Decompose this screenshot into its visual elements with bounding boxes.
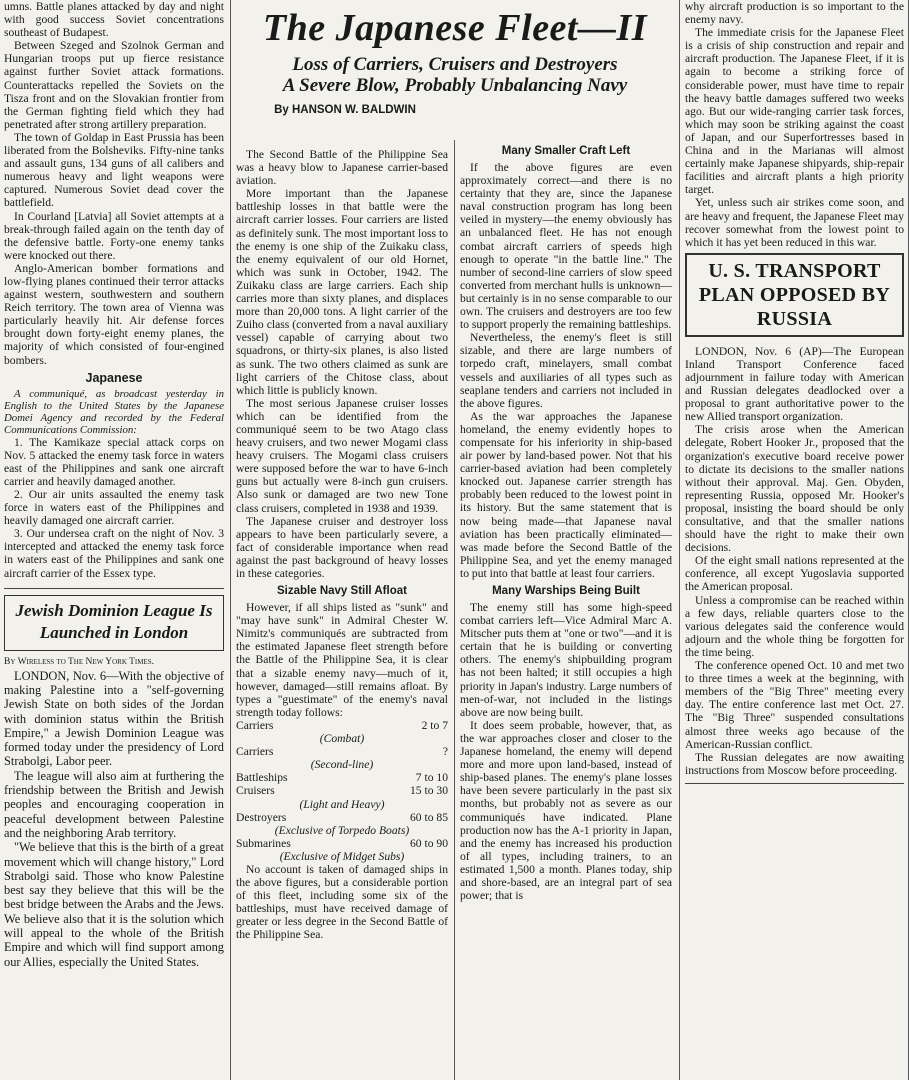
fleet-column-a: [236, 148, 448, 942]
paragraph: The immediate crisis for the Japanese Fleet is a crisis of ship construction and repair and aircraft production. The Japanese Fleet, if it is again to become a striking force of considerable power, must have time to repair the heavy battle damages suffered two weeks ago. But our wide-ranging carrier task forces, which may soon be striking against the coast of Japan, and our Superfortresses based in China and in the Marianas will almost certainly make Japanese shipyards, ship-repair facilities and aircraft plants a high priority target.: [685, 26, 904, 197]
table-label: Carriers: [236, 718, 274, 732]
japanese-item: 1. The Kamikaze special attack corps on Nov. 5 attacked the enemy task force in waters east of the Philippines and sank one aircraft carrier and heavily damaged another.: [4, 435, 224, 488]
japanese-item: 3. Our undersea craft on the night of Nov. 3 intercepted and attacked the enemy task force in waters east of the Philippines and sank one aircraft carrier of the Essex type.: [4, 527, 224, 580]
paragraph: umns. Battle planes attacked by day and night with good success Soviet concentrations southeast of Budapest.: [4, 0, 224, 40]
column-4: [685, 0, 904, 1080]
fleet-strength-table: [236, 719, 448, 863]
paragraph: Of the eight small nations represented at the conference, all except Yugoslavia supported the American proposal.: [685, 554, 904, 594]
paragraph: Between Szeged and Szolnok German and Hungarian troops put up fierce resistance against further Soviet attack formations. Counterattacks repelled the Soviets on the Tisza front and on the Slovakian frontier from the German fighting field which they had penetrated after strong artillery preparation.: [4, 39, 224, 131]
fleet-column-b: [460, 140, 672, 902]
table-row: [236, 798, 448, 811]
paragraph: Anglo-American bomber formations and low-flying planes continued their terror attacks against western, southwestern and southern Reich territory. The town area of Vienna was particularly heavily hit. Air defense forces brought down forty-eight enemy planes, the majority of which consisted of four-engined bombers.: [4, 261, 224, 367]
column-rule-2: [679, 0, 680, 1080]
table-value: ?: [442, 745, 448, 759]
table-value: 7 to 10: [415, 771, 448, 785]
table-value: 60 to 85: [409, 810, 448, 824]
smaller-craft-subhead: Many Smaller Craft Left: [501, 145, 631, 157]
table-value: 60 to 90: [409, 836, 448, 850]
paragraph: More important than the Japanese battleship losses in that battle were the aircraft carrier losses. Four carriers are listed as definitely sunk. The most important loss to the enemy is one ship of the Zuikaku class, the enemy equivalent of our old Hornet, which was sunk in October, 1942. The Zuikaku class are large carriers. Each ship carries more than sixty planes, and displaces more than 20,000 tons. A light carrier of the Zuiho class (converted from a naval auxiliary vessel) capable of carrying about two squadrons, or thirty-six planes, is also listed as sunk. The two others claimed as sunk are light carriers of the Chitose class, about which little is publicly known.: [236, 187, 448, 397]
paragraph: The league will also aim at furthering the friendship between the British and Jewish peoples and encouraging cooperation in peaceful development between Palestine and the neighboring Arab territory.: [4, 768, 224, 840]
table-row: [236, 824, 448, 837]
paragraph: In Courland [Latvia] all Soviet attempts at a break-through failed again on the tenth day of the defensive battle. Forty-one enemy tanks were knocked out there.: [4, 209, 224, 262]
table-row: [236, 771, 448, 784]
table-row: [236, 758, 448, 771]
paragraph: The most serious Japanese cruiser losses which can be identified from the communiqué seem to be two Atago class heavy cruisers, and two newer Mogami class heavy cruisers. The Mogami class cruisers were supposed before the war to have 6-inch guns but actually were 8-inch gun cruisers. Also sunk or damaged are two new Tone class cruisers, completed in 1938 and 1939.: [236, 396, 448, 515]
table-label: Submarines: [236, 836, 291, 850]
paragraph: However, if all ships listed as "sunk" and "may have sunk" in Admiral Chester W. Nimitz's communiqués are subtracted from the estimated Japanese fleet strength before the Battle of the Philippine Sea, it is clear that a sizable enemy navy—much of it, however, damaged—still remains afloat. By types a "guestimate" of the enemy's naval strength today follows:: [236, 601, 448, 719]
paragraph: As the war approaches the Japanese homeland, the enemy evidently hopes to compensate for his inferiority in ship-based air power by land-based power. Not that his carrier-based aviation had been completely knocked out. Japanese carrier strength has probably been reduced to the lowest point in its history. But the same statement that is now being made—that Japanese naval aviation has been practically eliminated—was made before the Second Battle of the Philippine Sea, and yet the enemy managed to put into that battle at least four carriers.: [460, 409, 672, 580]
warships-subhead: Many Warships Being Built: [492, 585, 640, 597]
table-value: 15 to 30: [409, 784, 448, 798]
jewish-league-byline: By Wireless to The New York Times.: [4, 656, 154, 667]
fleet-inner-rule: [454, 140, 455, 1080]
table-row: [236, 850, 448, 863]
table-note: (Exclusive of Torpedo Boats): [274, 823, 410, 837]
paragraph: "We believe that this is the birth of a great movement which will change history," Lord Strabolgi said. Those who know Palestine best say they believe that this will be the best bridge between the Arabs and the Jews. We believe also that it is the solution which will appeal to the whole of the British Empire and which will find support among our Allies, especially the United States.: [4, 840, 224, 969]
table-row: [236, 732, 448, 745]
paragraph: The enemy still has some high-speed combat carriers left—Vice Admiral Marc A. Mitscher puts them at "one or two"—and it is certain that he is building or converting others. The enemy's shipbuilding program has not been halted; it still occupies a high priority in Japan's industry. Large numbers of men-of-war, not included in the listings above are now being built.: [460, 601, 672, 719]
divider: [4, 588, 224, 589]
fleet-byline: By HANSON W. BALDWIN: [274, 104, 416, 116]
paragraph: LONDON, Nov. 6 (AP)—The European Inland Transport Conference faced adjournment in failure today with American and Russian delegates deadlocked over a proposal to grant authoritative power to the new Allied transport organization.: [685, 344, 904, 424]
japanese-section-head: Japanese: [85, 370, 143, 385]
divider: [685, 783, 904, 784]
paragraph: It does seem probable, however, that, as the war approaches closer and closer to the Japanese homeland, the enemy will depend more and more upon land-based, instead of ship-based planes. The enemy's plane losses have been severe particularly in the past six months, but probably not as severe as our communiqués have indicated. Plane production now has the A-1 priority in Japan, and the enemy has increased his production of all types, including trainers, to an estimated 1,500 a month. Planes today, ship and shore-based, are an integral part of sea power; that is: [460, 718, 672, 903]
paragraph: why aircraft production is so important to the enemy navy.: [685, 0, 904, 27]
paragraph: The Russian delegates are now awaiting instructions from Moscow before proceeding.: [685, 750, 904, 777]
table-label: Cruisers: [236, 784, 275, 798]
paragraph: If the above figures are even approximately correct—and there is no certainty that they are, since the Japanese naval construction program has long been veiled in mystery—the enemy obviously has an unbalanced fleet. He has not enough combat aircraft carriers of speeds high enough to operate "in the battle line." The number of second-line carriers of slow speed converted from merchant hulls is unknown—but certainly is in no sense comparable to our own. The cruisers and destroyers are too few to support properly the remaining battleships.: [460, 161, 672, 332]
column-1: [4, 0, 224, 1080]
table-row: [236, 784, 448, 797]
paragraph: Unless a compromise can be reached within a few days, reliable quarters close to the various delegates said the conference would adjourn and the whole thing be forgotten for the time being.: [685, 593, 904, 659]
japanese-intro: A communiqué, as broadcast yesterday in English to the United States by the Japanese Domei Agency and recorded by the Federal Communications Commission:: [4, 387, 224, 436]
table-row: [236, 745, 448, 758]
table-label: Carriers: [236, 745, 274, 759]
table-row: [236, 719, 448, 732]
paragraph: The Second Battle of the Philippine Sea was a heavy blow to Japanese carrier-based aviation.: [236, 148, 448, 188]
table-row: [236, 811, 448, 824]
paragraph: Nevertheless, the enemy's fleet is still sizable, and there are large numbers of torpedo craft, minelayers, small combat vessels and auxiliaries of all types such as seaplane tenders and carriers not included in the above figures.: [460, 331, 672, 410]
column-rule-1: [230, 0, 231, 1080]
sizable-navy-subhead: Sizable Navy Still Afloat: [277, 585, 407, 598]
transport-headline: U. S. TRANSPORT PLAN OPPOSED BY RUSSIA: [685, 253, 904, 337]
paragraph: The conference opened Oct. 10 and met two to three times a week at the beginning, with members of the "Big Three" meeting every day. The entire conference last met Oct. 27. The "Big Three" suspended consultations almost three weeks ago because of the American-Russian conflict.: [685, 659, 904, 751]
paragraph: The Japanese cruiser and destroyer loss appears to have been particularly severe, a fact of considerable importance when read against the past background of heavy losses in these categories.: [236, 514, 448, 580]
table-note: (Combat): [319, 732, 365, 746]
table-row: [236, 837, 448, 850]
table-note: (Second-line): [310, 758, 374, 772]
fleet-article: [236, 0, 674, 1080]
japanese-item: 2. Our air units assaulted the enemy task force in waters east of the Philippines and heavily damaged one aircraft carrier.: [4, 488, 224, 528]
paragraph: The town of Goldap in East Prussia has been liberated from the Bolsheviks. Fifty-nine tanks and assault guns, 134 guns of all calibers and numerous heavy and light weapons were captured. Numerous Soviet dead cover the battlefield.: [4, 130, 224, 210]
table-note: (Light and Heavy): [299, 797, 385, 811]
table-note: (Exclusive of Midget Subs): [279, 849, 405, 863]
paragraph: No account is taken of damaged ships in the above figures, but a considerable portion of this fleet, including some six of the battleships, must have received damage of greater or less degree in the Second Battle of the Philippine Sea.: [236, 862, 448, 942]
jewish-league-headline: Jewish Dominion League Is Launched in London: [4, 595, 224, 651]
table-value: 2 to 7: [421, 718, 448, 732]
war-communique-continuation: [4, 0, 224, 367]
paragraph: The crisis arose when the American delegate, Robert Hooker Jr., proposed that the organization's executive board receive power to dictate its decisions to the smaller nations without their approval. Maj. Gen. Obyden, representing Russia, opposed Mr. Hooker's proposal, insisting the board should be only consultative, and that the smaller nations should have the right to make their own decisions.: [685, 423, 904, 555]
fleet-title: The Japanese Fleet—II: [262, 7, 648, 49]
fleet-deck-2: A Severe Blow, Probably Unbalancing Navy: [282, 75, 628, 96]
paragraph: Yet, unless such air strikes come soon, and are heavy and frequent, the Japanese Fleet may recover somewhat from the lowest point to which it has yet been reduced in this war.: [685, 196, 904, 249]
table-label: Battleships: [236, 771, 288, 785]
table-label: Destroyers: [236, 810, 287, 824]
fleet-deck-1: Loss of Carriers, Cruisers and Destroyers: [292, 54, 618, 75]
paragraph: LONDON, Nov. 6—With the objective of making Palestine into a "self-governing Jewish State on both sides of the Jordan with dominion status within the British Empire," a Jewish Dominion League was formed today under the presidency of Lord Strabolgi, Labor peer.: [4, 668, 224, 769]
